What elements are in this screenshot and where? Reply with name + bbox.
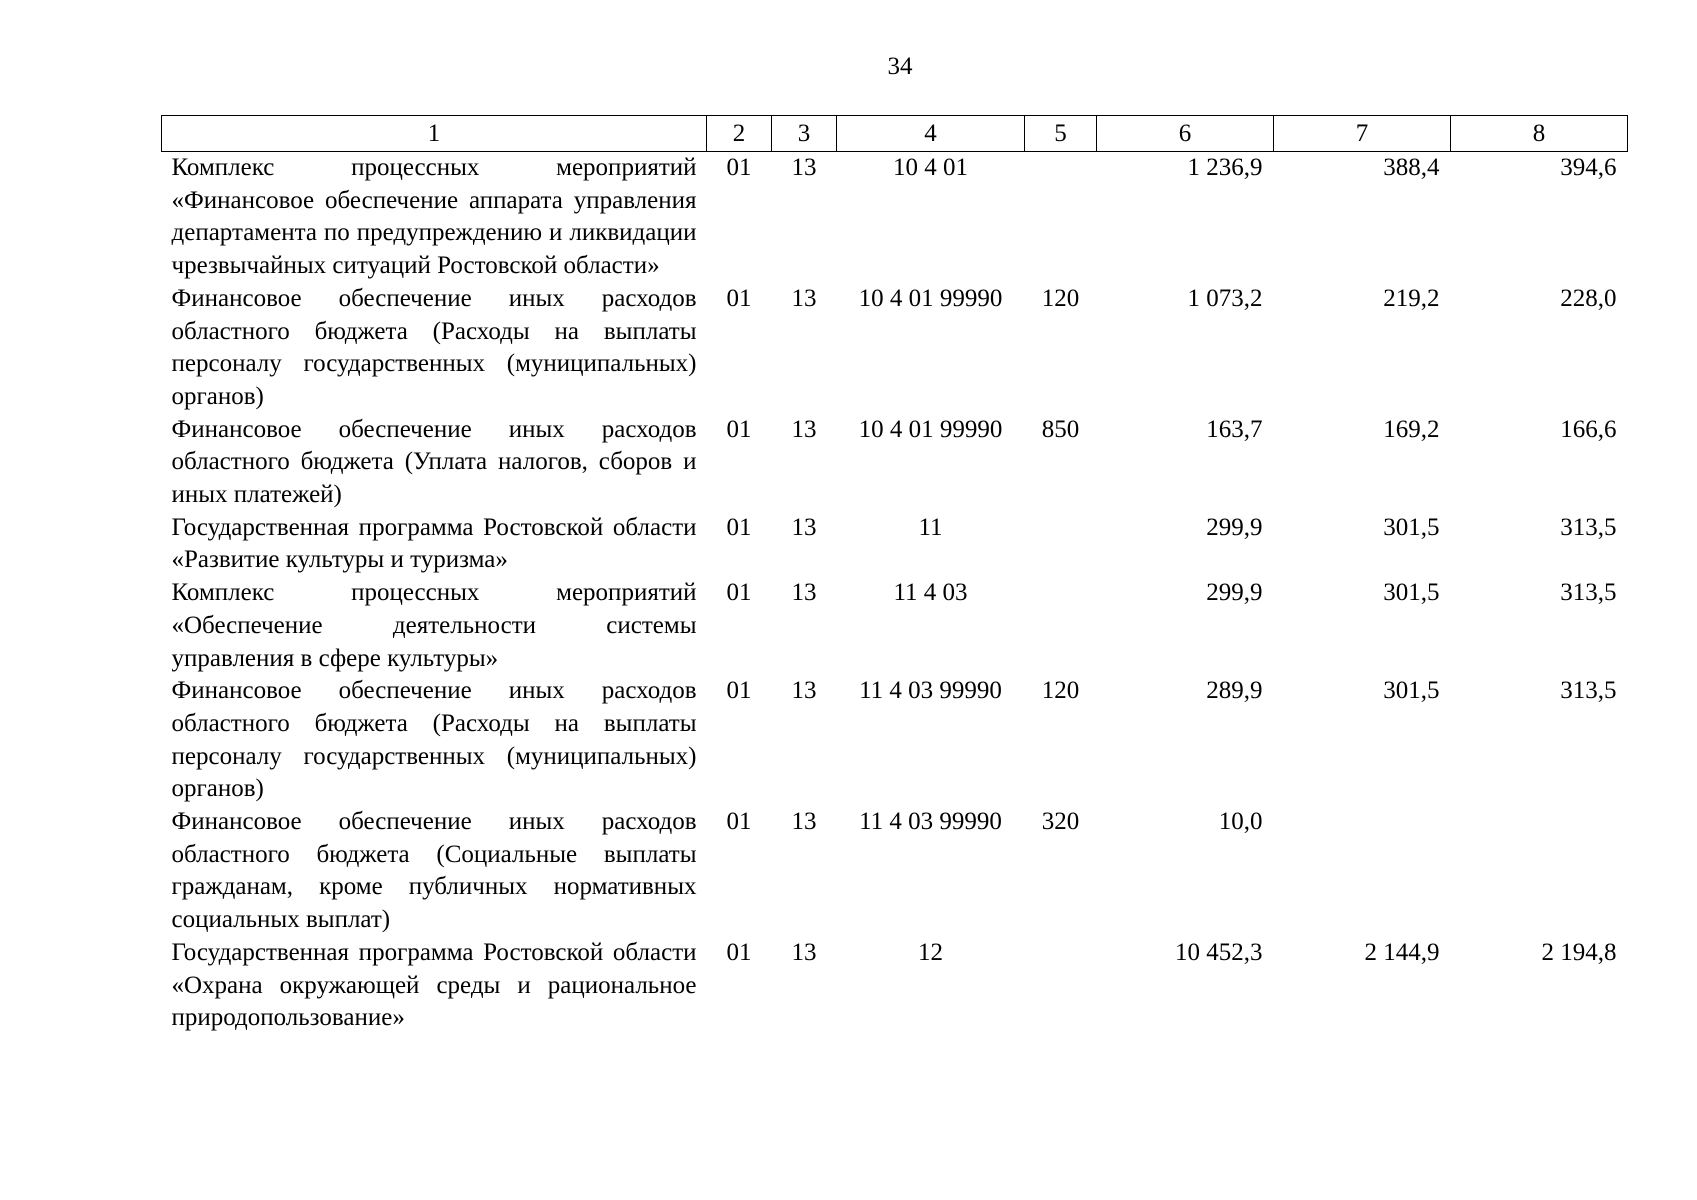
row-subsection: 13: [791, 808, 817, 836]
row-expense-type: [1025, 512, 1097, 577]
row-value-8: 394,6: [1560, 154, 1617, 181]
budget-table: [161, 115, 1628, 1035]
row-name: Финансовое обеспечение иных расходов областного бюджета (Социальные выплаты гражданам, кроме публичных нормативных социальных выплат): [171, 808, 697, 934]
row-section: 01: [726, 579, 752, 607]
row-value-8: 228,0: [1560, 284, 1617, 312]
row-name: Финансовое обеспечение иных расходов областного бюджета (Расходы на выплаты персоналу государственных (муниципальных) органов): [171, 284, 697, 410]
row-name: Комплекс процессных мероприятий «Обеспечение деятельности системы управления в сфере культуры»: [171, 579, 697, 672]
row-value-6: 10 452,3: [1175, 938, 1263, 966]
row-value-7: 301,5: [1383, 579, 1440, 607]
column-header: 7: [1274, 116, 1451, 152]
row-target-article: 11 4 03 99990: [859, 677, 1002, 705]
row-value-7: 301,5: [1383, 677, 1440, 705]
row-value-6: 299,9: [1206, 579, 1263, 607]
row-value-7: 169,2: [1383, 415, 1440, 443]
row-section: 01: [726, 154, 752, 181]
row-target-article: 12: [918, 938, 943, 966]
row-value-8: 2 194,8: [1541, 938, 1617, 966]
column-header: 2: [707, 116, 772, 152]
column-header: 3: [772, 116, 837, 152]
row-value-6: 299,9: [1206, 513, 1263, 541]
row-name: Государственная программа Ростовской области «Развитие культуры и туризма»: [171, 513, 697, 574]
row-value-8: 313,5: [1560, 513, 1617, 541]
column-header: 4: [837, 116, 1025, 152]
table-row: [162, 152, 1628, 283]
table-row: [162, 414, 1628, 512]
row-target-article: 11 4 03 99990: [859, 808, 1002, 836]
row-value-6: 163,7: [1206, 415, 1263, 443]
column-header: 8: [1451, 116, 1628, 152]
row-value-7: 219,2: [1383, 284, 1440, 312]
row-name: Комплекс процессных мероприятий «Финансовое обеспечение аппарата управления департамента по предупреждению и ликвидации чрезвычайных ситуаций Ростовской области»: [171, 154, 697, 280]
table-row: [162, 675, 1628, 806]
row-value-6: 1 236,9: [1187, 154, 1263, 181]
row-subsection: 13: [791, 938, 817, 966]
row-value-6: 289,9: [1206, 677, 1263, 705]
row-expense-type: [1025, 937, 1097, 1035]
row-expense-type: 850: [1041, 415, 1080, 443]
row-subsection: 13: [791, 677, 817, 705]
row-name: Финансовое обеспечение иных расходов областного бюджета (Уплата налогов, сборов и иных платежей): [171, 415, 697, 509]
row-expense-type: 120: [1041, 284, 1080, 312]
row-value-8: 313,5: [1560, 677, 1617, 705]
row-subsection: 13: [791, 579, 817, 607]
row-target-article: 11 4 03: [893, 579, 968, 607]
row-value-6: 1 073,2: [1187, 284, 1263, 312]
column-header: 6: [1097, 116, 1274, 152]
row-value-7: 388,4: [1383, 154, 1440, 181]
row-value-7: [1274, 806, 1451, 937]
column-header: 1: [162, 116, 707, 152]
row-expense-type: [1025, 577, 1097, 675]
row-section: 01: [726, 677, 752, 705]
row-value-7: 301,5: [1383, 513, 1440, 541]
row-expense-type: 120: [1041, 677, 1080, 705]
row-target-article: 10 4 01 99990: [858, 415, 1003, 443]
row-value-8: [1451, 806, 1628, 937]
row-section: 01: [726, 808, 752, 836]
row-subsection: 13: [791, 415, 817, 443]
column-header: 5: [1025, 116, 1097, 152]
row-name: Государственная программа Ростовской области «Охрана окружающей среды и рациональное природопользование»: [171, 938, 697, 1032]
row-value-6: 10,0: [1218, 808, 1263, 836]
row-section: 01: [726, 938, 752, 966]
row-subsection: 13: [791, 284, 817, 312]
table-row: [162, 577, 1628, 675]
table-row: [162, 283, 1628, 414]
table-row: [162, 512, 1628, 577]
row-value-8: 313,5: [1560, 579, 1617, 607]
row-subsection: 13: [791, 513, 817, 541]
header-row: [162, 116, 1628, 152]
row-name: Финансовое обеспечение иных расходов областного бюджета (Расходы на выплаты персоналу государственных (муниципальных) органов): [171, 677, 697, 803]
row-target-article: 10 4 01 99990: [858, 284, 1003, 312]
row-value-7: 2 144,9: [1364, 938, 1440, 966]
row-target-article: 10 4 01: [893, 154, 968, 181]
table-row: [162, 806, 1628, 937]
row-expense-type: 320: [1041, 808, 1080, 836]
row-section: 01: [726, 513, 752, 541]
row-section: 01: [726, 415, 752, 443]
row-subsection: 13: [791, 154, 817, 181]
row-target-article: 11: [918, 513, 943, 541]
page-number: 34: [887, 53, 913, 80]
row-section: 01: [726, 284, 752, 312]
row-value-8: 166,6: [1560, 415, 1617, 443]
row-expense-type: [1025, 152, 1097, 283]
table-row: [162, 937, 1628, 1035]
